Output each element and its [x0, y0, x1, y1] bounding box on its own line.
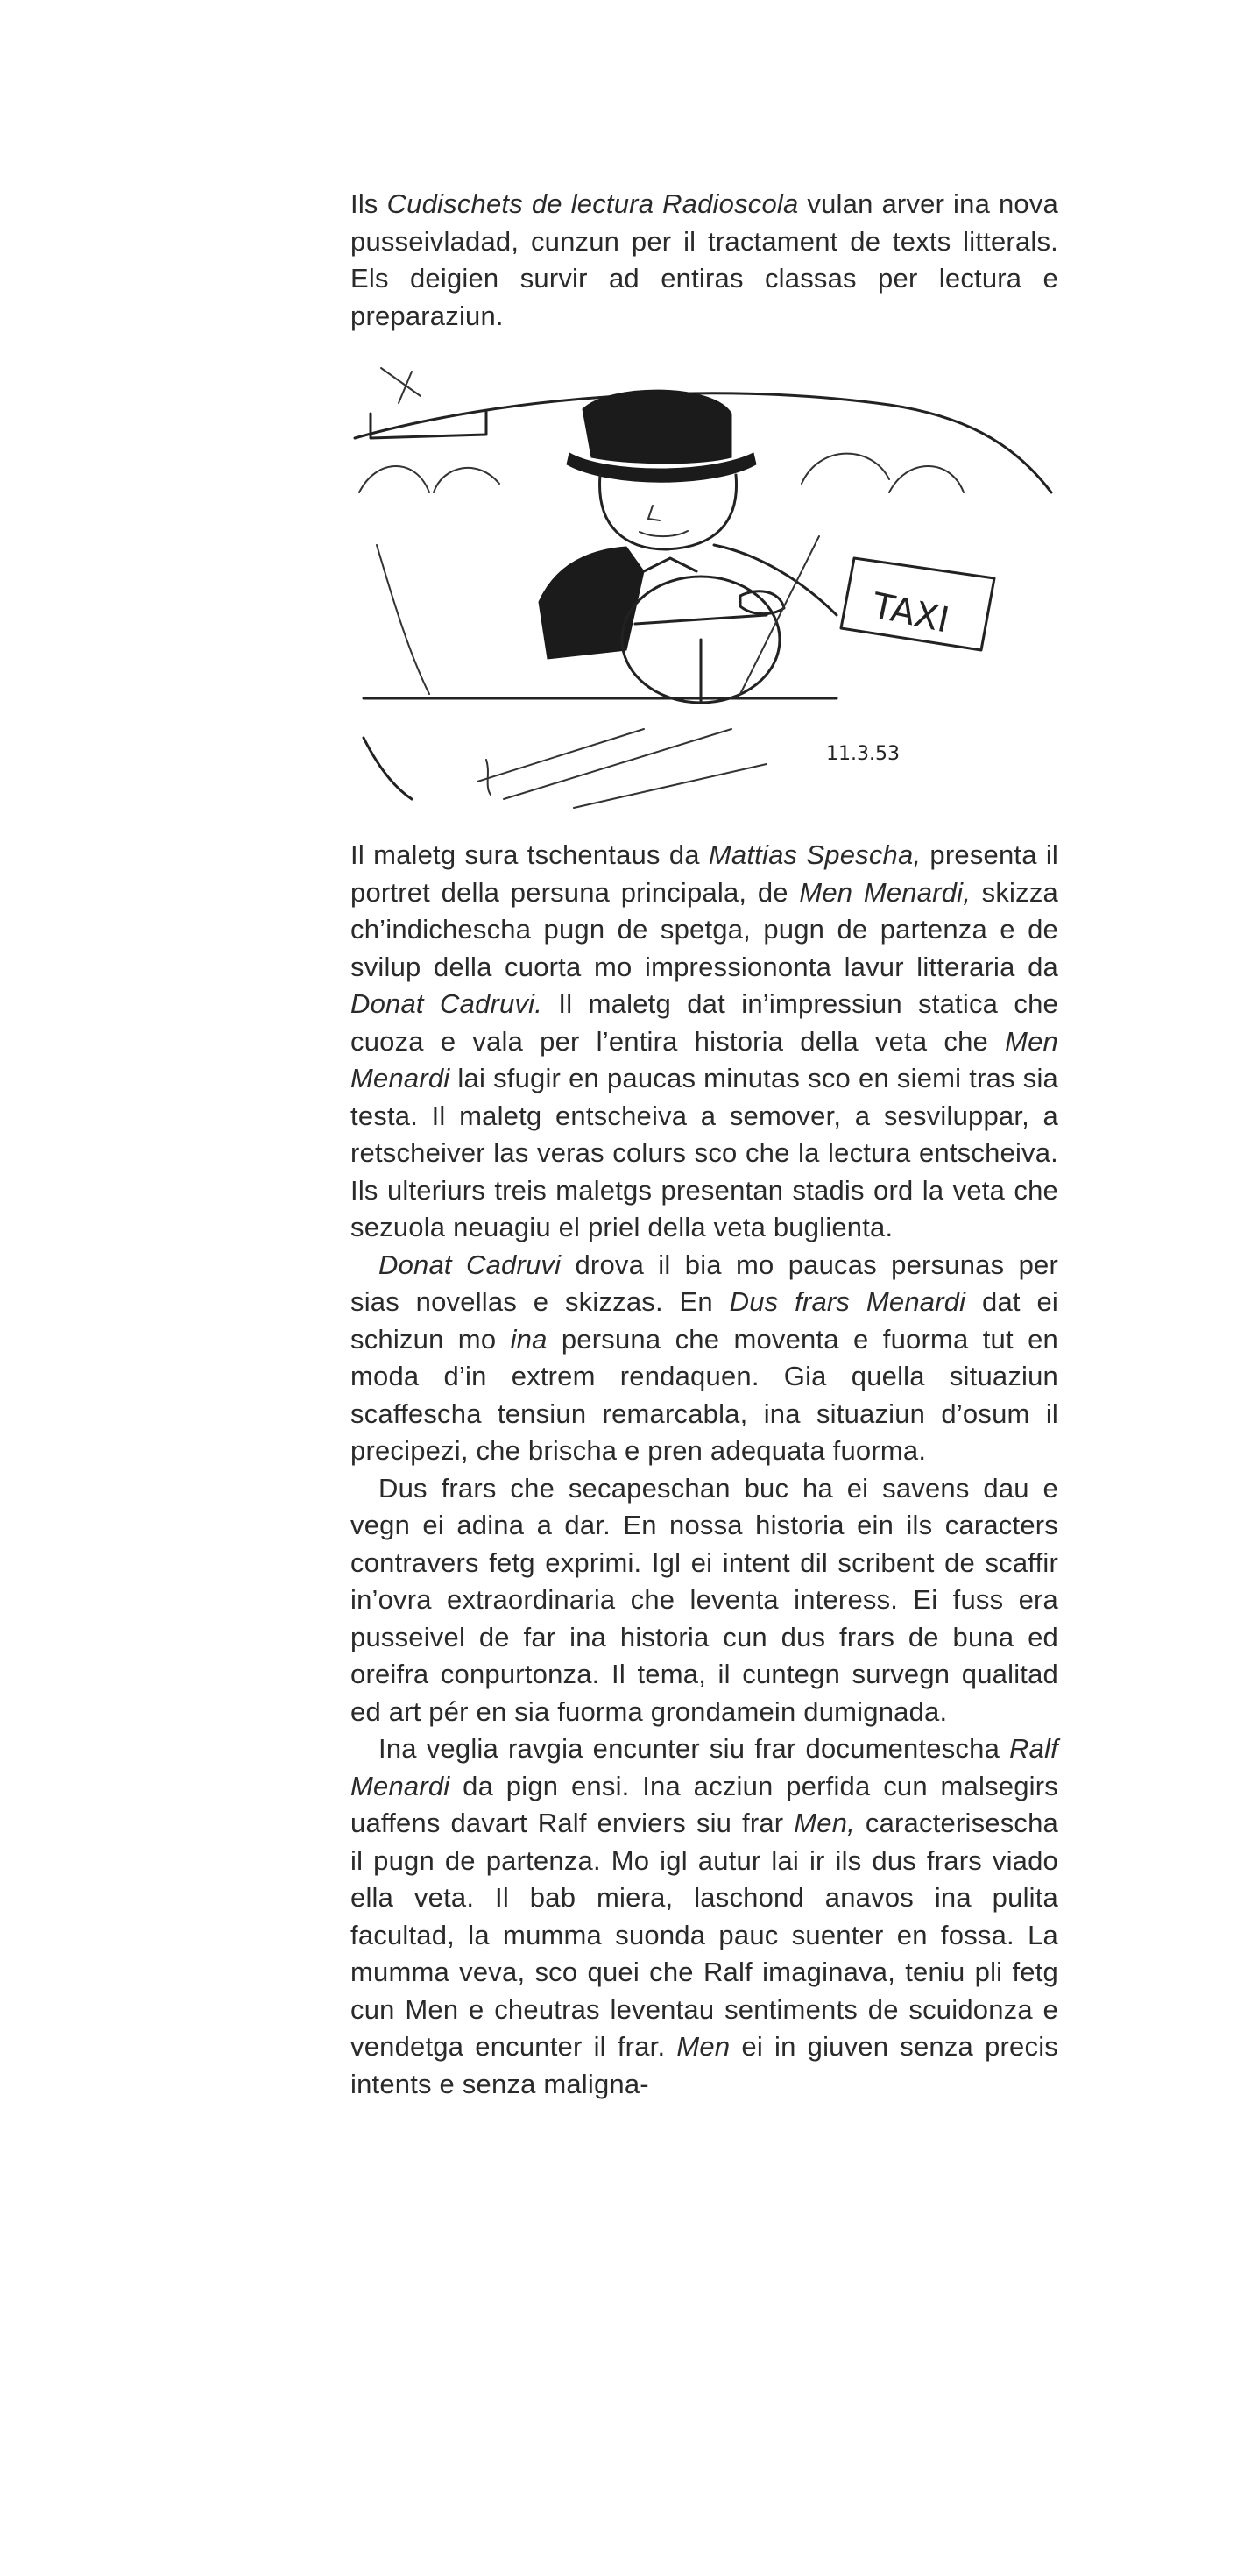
artist-signature: 11.3.53 — [826, 743, 900, 765]
coat-left — [539, 547, 644, 659]
p1-text: lai sfugir en paucas minutas sco en siemi tras sia testa. Il maletg entscheiva a semover, a sesviluppar, a retscheiver las veras colurs sco che la lectura entscheiva. Ils ulteriurs treis maletgs presentan stadis ord la veta che sezuola neuagiu el priel della veta buglienta. — [350, 1063, 1058, 1242]
p4-text: da pign ensi. Ina acziun perfida cun malsegirs uaffens davart Ralf enviers siu frar — [350, 1770, 1058, 1838]
intro-text-part: vulan arver ina nova pusseivladad, cunzun per il tractament de texts litterals. Els deigien survir ad entiras classas per lectura e preparaziun. — [350, 188, 1059, 331]
p4-italic: Men — [676, 2031, 731, 2062]
p4-italic: Men, — [794, 1808, 855, 1838]
shirt-collar — [644, 558, 696, 571]
p2-text: drova il bia mo paucas persunas per sias novellas e skizzas. En — [350, 1249, 1058, 1317]
taxi-sign-text: TAXI — [868, 585, 953, 641]
p4-text: caracterisescha il pugn de partenza. Mo igl autur lai ir ils dus frars viado ella veta. Il bab miera, laschond anavos ina pulita facultad, la mumma suonda pauc suenter en fossa. La mumma veva, sco quei che Ralf imaginava, teniu pli fetg cun Men e cheutras leventau sentiments de scuidonza e vendetga encunter il frar. — [350, 1808, 1058, 2062]
back-seat-right — [802, 454, 964, 492]
p1-text: skizza ch’indichescha pugn de spetga, pugn de partenza e de svilup della cuorta mo impressiononta lavur litteraria da — [350, 876, 1058, 982]
p1-text: Il maletg sura tschentaus da — [350, 839, 709, 870]
paragraph-3: Dus frars che secapeschan buc ha ei savens dau e vegn ei adina a dar. En nossa historia ein ils caracters contravers fetg exprimi. Igl ei intent dil scribent de scaffir in’ovra extraordinaria che leventa interess. Ei fuss era pusseivel de far ina historia cun dus frars de buna ed oreifra conpurtonza. Il tema, il cuntegn survegn qualitad ed art pér en sia fuorma grondamein dumignada. — [350, 1472, 1058, 1727]
p2-text: persuna che moventa e fuorma tut en moda d’in extrem rendaquen. Gia quella situaziun scaffescha tensiun remarcabla, ina situaziun d’osum il precipezi, che brischa e pren adequata fuorma. — [350, 1323, 1058, 1466]
coat-right — [714, 545, 837, 615]
lower-diagonal-strokes — [477, 729, 767, 808]
p2-italic: Dus frars Menardi — [729, 1286, 966, 1317]
p2-italic: Donat Cadruvi — [378, 1249, 562, 1280]
door-line — [377, 545, 429, 694]
driver-cap — [583, 390, 731, 464]
back-seat-left — [359, 466, 499, 492]
p4-italic: Ralf Menardi — [350, 1733, 1058, 1801]
paragraph-1 — [350, 837, 1058, 1247]
p2-text: dat ei schizun mo — [350, 1286, 1058, 1355]
window-scribble — [381, 368, 421, 403]
lower-left-stroke — [364, 738, 412, 799]
p2-italic: ina — [510, 1323, 548, 1355]
intro-text — [350, 186, 1058, 335]
p4-text: Ina veglia ravgia encunter siu frar documentescha — [378, 1733, 1010, 1764]
p1-text: Il maletg dat in’impressiun statica che cuoza e vala per l’entira historia della veta che — [350, 988, 1058, 1057]
p4-text: ei in giuven senza precis intents e senza maligna- — [350, 2031, 1058, 2099]
intro-paragraph — [350, 186, 1058, 335]
taxi-driver-drawing — [346, 361, 1064, 839]
intro-title-italic: Cudischets de lectura Radioscola — [386, 188, 799, 219]
intro-text-part: Ils — [350, 188, 387, 219]
driver-hand — [740, 591, 784, 614]
main-text — [350, 837, 1058, 2103]
paragraph-2 — [350, 1247, 1058, 1470]
taxi-driver-illustration — [346, 361, 1064, 839]
driver-nose-mouth — [640, 506, 688, 536]
p1-text: presenta il portret della persuna principala, de — [350, 839, 1059, 908]
p1-italic: Men Menardi, — [799, 876, 972, 908]
p1-italic: Men Menardi — [350, 1025, 1058, 1093]
paragraph-4 — [350, 1730, 1058, 2103]
p1-italic: Donat Cadruvi. — [350, 988, 543, 1019]
p1-italic: Mattias Spescha, — [708, 839, 922, 870]
rear-window — [371, 412, 486, 438]
driver-face — [600, 475, 737, 549]
